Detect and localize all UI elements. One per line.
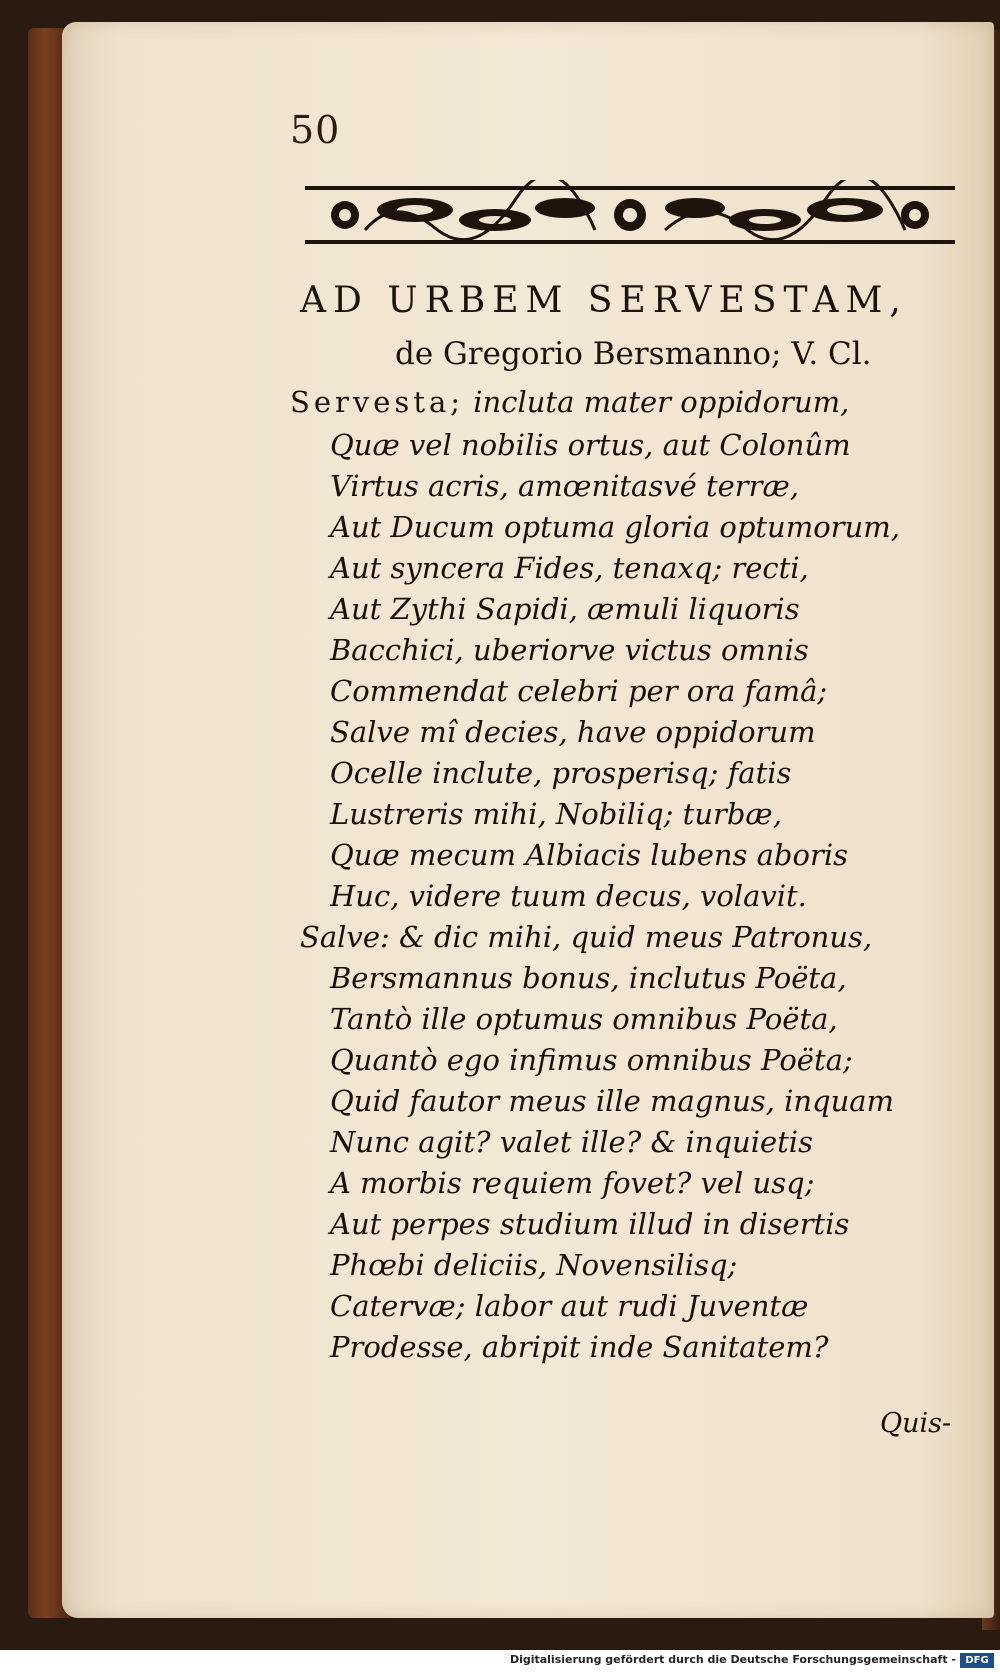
poem-line: [290, 385, 849, 419]
poem-line: Ocelle inclute, prosperisq; fatis: [330, 756, 792, 790]
poem-line: Salve: & dic mihi, quid meus Patronus,: [300, 920, 873, 954]
poem-line: Quid fautor meus ille magnus, inquam: [330, 1084, 895, 1118]
catchword: Quis-: [880, 1408, 952, 1439]
poem-line: Tantò ille optumus omnibus Poëta,: [330, 1002, 838, 1036]
first-line-head: Servesta;: [290, 385, 465, 419]
poem-line: Aut syncera Fides, tenaxq; recti,: [330, 551, 809, 585]
poem-line: A morbis requiem fovet? vel usq;: [330, 1166, 815, 1200]
poem-line: Virtus acris, amœnitasvé terræ,: [330, 469, 800, 503]
poem-title: AD URBEM SERVESTAM,: [300, 280, 908, 321]
poem-line: Commendat celebri per ora famâ;: [330, 674, 828, 708]
poem-line: Nunc agit? valet ille? & inquietis: [330, 1125, 813, 1159]
page-number: 50: [290, 108, 341, 152]
poem-line: Lustreris mihi, Nobiliq; turbæ,: [330, 797, 782, 831]
poem-line: Quantò ego infimus omnibus Poëta;: [330, 1043, 853, 1077]
poem-line: Salve mî decies, have oppidorum: [330, 715, 816, 749]
poem-line: Aut perpes studium illud in disertis: [330, 1207, 850, 1241]
poem-line: Quæ mecum Albiacis lubens aboris: [330, 838, 848, 872]
poem-subtitle: de Gregorio Bersmanno; V. Cl.: [395, 336, 872, 372]
first-line-text: incluta mater oppidorum,: [473, 385, 850, 419]
poem-line: Quæ vel nobilis ortus, aut Colonûm: [330, 428, 851, 462]
poem-line: Bacchici, uberiorve victus omnis: [330, 633, 809, 667]
poem-line: Aut Zythi Sapidi, æmuli liquoris: [330, 592, 800, 626]
poem-line: Aut Ducum optuma gloria optumorum,: [330, 510, 900, 544]
footer-credit: Digitalisierung gefördert durch die Deutsche Forschungsgemeinschaft -: [509, 1653, 956, 1666]
poem-line: Huc, videre tuum decus, volavit.: [330, 879, 807, 913]
dfg-logo: DFG: [960, 1653, 994, 1668]
poem-line: Catervæ; labor aut rudi Juventæ: [330, 1289, 809, 1323]
footer-bar: [0, 1650, 1000, 1672]
poem-line: Phœbi deliciis, Novensilisq;: [330, 1248, 738, 1282]
poem-line: Prodesse, abripit inde Sanitatem?: [330, 1330, 829, 1364]
poem-line: Bersmannus bonus, inclutus Poëta,: [330, 961, 847, 995]
